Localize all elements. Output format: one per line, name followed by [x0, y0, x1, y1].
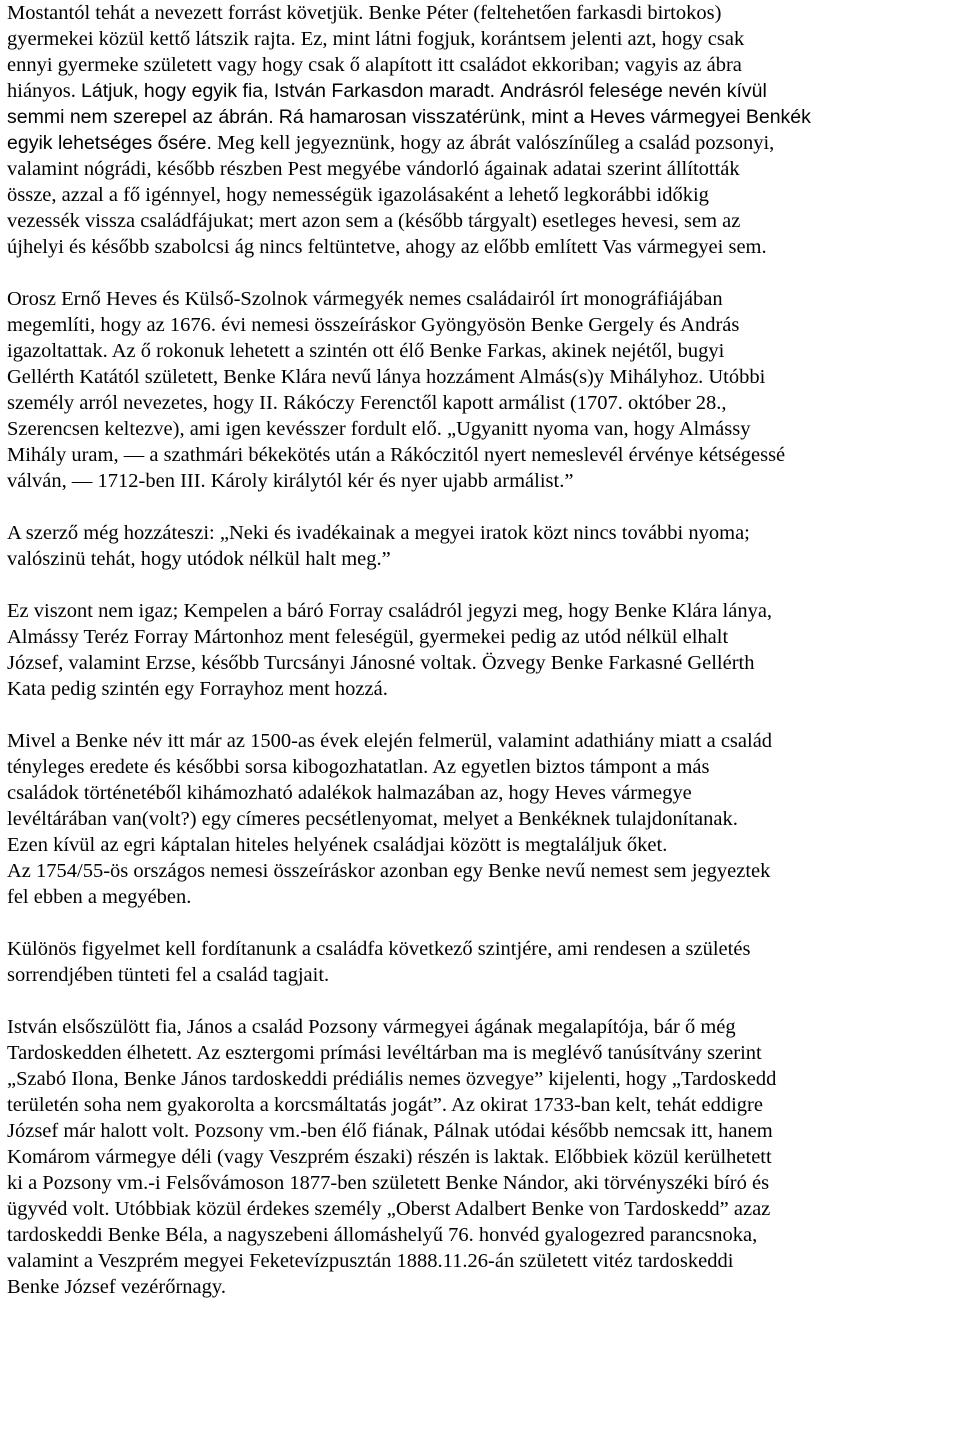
text-run: területén soha nem gyakorolta a korcsmáltatás jogát”. Az okirat 1733-ban kelt, tehát eddigre — [7, 1094, 763, 1116]
text-run: újhelyi és később szabolcsi ág nincs feltüntetve, ahogy az előbb említett Vas vármegyei sem. — [7, 236, 767, 258]
text-run: Az 1754/55-ös országos nemesi összeíráskor azonban egy Benke nevű nemest sem jegyeztek — [7, 860, 771, 882]
text-line — [7, 52, 957, 78]
text-line — [7, 1144, 957, 1170]
text-run: Ez viszont nem igaz; Kempelen a báró Forray családról jegyzi meg, hogy Benke Klára lánya, — [7, 600, 773, 622]
text-run: ügyvéd volt. Utóbbiak közül érdekes személy „Oberst Adalbert Benke von Tardoskedd” azaz — [7, 1198, 771, 1220]
text-run: Komárom vármegye déli (vagy Veszprém északi) részén is laktak. Előbbiek közül kerülhetett — [7, 1146, 772, 1168]
text-line — [7, 832, 957, 858]
text-run: Mostantól tehát a nevezett forrást követjük. Benke Péter (feltehetően farkasdi birtokos) — [7, 2, 722, 24]
text-line — [7, 208, 957, 234]
text-line — [7, 520, 957, 546]
text-run: Látjuk, hogy egyik fia, István Farkasdon maradt. — [81, 80, 496, 102]
text-run: össze, azzal a fő igénnyel, hogy nemességük igazolásaként a lehető legkorábbi időkig — [7, 184, 709, 206]
paragraph — [7, 598, 957, 702]
text-line — [7, 1014, 957, 1040]
text-line — [7, 1274, 957, 1300]
document-page — [7, 0, 957, 1300]
text-run: Benke József vezérőrnagy. — [7, 1276, 226, 1298]
text-run: valamint a Veszprém megyei Feketevízpusztán 1888.11.26-án született vitéz tardoskeddi — [7, 1250, 734, 1272]
text-run: személy arról nevezetes, hogy II. Rákóczy Ferenctől kapott armálist (1707. október 28., — [7, 392, 727, 414]
text-run: ennyi gyermeke született vagy hogy csak ő alapított itt családot ekkoriban; vagyis az ábra — [7, 54, 742, 76]
text-line — [7, 1248, 957, 1274]
text-line — [7, 156, 957, 182]
text-line — [7, 104, 957, 130]
text-run: Almássy Teréz Forray Mártonhoz ment feleségül, gyermekei pedig az utód nélkül elhalt — [7, 626, 729, 648]
text-run: A szerző még hozzáteszi: „Neki és ivadékainak a megyei iratok közt nincs további nyoma; — [7, 522, 750, 544]
text-line — [7, 624, 957, 650]
text-line — [7, 364, 957, 390]
text-run: semmi nem szerepel az ábrán. — [7, 106, 274, 128]
text-run: Ezen kívül az egri káptalan hiteles helyének családjai között is megtaláljuk őket. — [7, 834, 668, 856]
text-run: igazoltattak. Az ő rokonuk lehetett a szintén ott élő Benke Farkas, akinek nejétől, bugyi — [7, 340, 725, 362]
text-line — [7, 26, 957, 52]
text-run: hiányos. — [7, 80, 82, 102]
text-line — [7, 780, 957, 806]
text-line — [7, 130, 957, 156]
paragraph — [7, 728, 957, 858]
paragraph — [7, 286, 957, 494]
text-line — [7, 1222, 957, 1248]
text-line — [7, 858, 957, 884]
text-run: József már halott volt. Pozsony vm.-ben élő fiának, Pálnak utódai később nemcsak itt, hanem — [7, 1120, 773, 1142]
text-run: megemlíti, hogy az 1676. évi nemesi összeíráskor Gyöngyösön Benke Gergely és András — [7, 314, 740, 336]
text-line — [7, 1092, 957, 1118]
paragraph — [7, 0, 957, 260]
paragraph — [7, 936, 957, 988]
text-line — [7, 884, 957, 910]
text-run: válván, ― 1712-ben III. Károly királytól kér és nyer ujabb armálist.” — [7, 470, 574, 492]
text-run: valószinü tehát, hogy utódok nélkül halt meg.” — [7, 548, 391, 570]
text-run: Orosz Ernő Heves és Külső-Szolnok vármegyék nemes családairól írt monográfiájában — [7, 288, 723, 310]
text-line — [7, 754, 957, 780]
text-line — [7, 676, 957, 702]
text-line — [7, 390, 957, 416]
text-line — [7, 936, 957, 962]
text-run: Különös figyelmet kell fordítanunk a családfa következő szintjére, ami rendesen a születés — [7, 938, 751, 960]
text-run: ki a Pozsony vm.-i Felsővámoson 1877-ben született Benke Nándor, aki törvényszéki bíró és — [7, 1172, 770, 1194]
text-run: Rá hamarosan visszatérünk, mint a Heves vármegyei Benkék — [278, 106, 811, 128]
text-line — [7, 728, 957, 754]
text-run: gyermekei közül kettő látszik rajta. Ez, mint látni fogjuk, korántsem jelenti azt, hogy csak — [7, 28, 745, 50]
text-run: vezessék vissza családfájukat; mert azon sem a (később tárgyalt) esetleges hevesi, sem az — [7, 210, 741, 232]
text-run: István elsőszülött fia, János a család Pozsony vármegyei ágának megalapítója, bár ő még — [7, 1016, 736, 1038]
text-line — [7, 312, 957, 338]
text-run: tardoskeddi Benke Béla, a nagyszebeni állomáshelyű 76. honvéd gyalogezred parancsnoka, — [7, 1224, 758, 1246]
text-line — [7, 806, 957, 832]
text-line — [7, 0, 957, 26]
text-line — [7, 1066, 957, 1092]
text-line — [7, 182, 957, 208]
text-line — [7, 286, 957, 312]
text-line — [7, 468, 957, 494]
text-line — [7, 442, 957, 468]
text-line — [7, 338, 957, 364]
text-line — [7, 1196, 957, 1222]
text-run: Gellérth Katától született, Benke Klára nevű lánya hozzáment Almás(s)y Mihályhoz. Utóbbi — [7, 366, 766, 388]
text-run: családok történetéből kihámozható adalékok halmazában az, hogy Heves vármegye — [7, 782, 692, 804]
paragraph — [7, 858, 957, 910]
text-line — [7, 1040, 957, 1066]
text-line — [7, 546, 957, 572]
text-run: valamint nógrádi, később részben Pest megyébe vándorló ágainak adatai szerint állították — [7, 158, 740, 180]
text-run: József, valamint Erzse, később Turcsányi Jánosné voltak. Özvegy Benke Farkasné Gellérth — [7, 652, 755, 674]
text-run: Mivel a Benke név itt már az 1500-as évek elején felmerül, valamint adathiány miatt a család — [7, 730, 773, 752]
text-line — [7, 1118, 957, 1144]
text-run: Szerencsen keltezve), ami igen kevésszer fordult elő. „Ugyanitt nyoma van, hogy Almássy — [7, 418, 751, 440]
text-run: levéltárában van(volt?) egy címeres pecsétlenyomat, melyet a Benkéknek tulajdonítanak. — [7, 808, 738, 830]
text-line — [7, 78, 957, 104]
paragraph — [7, 1014, 957, 1300]
text-run: Meg kell jegyeznünk, hogy az ábrát valószínűleg a család pozsonyi, — [211, 132, 775, 154]
text-line — [7, 1170, 957, 1196]
paragraph — [7, 520, 957, 572]
text-run: fel ebben a megyében. — [7, 886, 192, 908]
text-line — [7, 650, 957, 676]
text-run: Tardoskedden élhetett. Az esztergomi prímási levéltárban ma is meglévő tanúsítvány szerint — [7, 1042, 762, 1064]
text-line — [7, 234, 957, 260]
text-run: egyik lehetséges ősére. — [7, 132, 212, 154]
text-run: tényleges eredete és későbbi sorsa kibogozhatatlan. Az egyetlen biztos támpont a más — [7, 756, 710, 778]
text-run: Kata pedig szintén egy Forrayhoz ment hozzá. — [7, 678, 388, 700]
text-line — [7, 416, 957, 442]
text-line — [7, 962, 957, 988]
text-run: sorrendjében tünteti fel a család tagjait. — [7, 964, 330, 986]
text-line — [7, 598, 957, 624]
text-run: „Szabó Ilona, Benke János tardoskeddi prédiális nemes özvegye” kijelenti, hogy „Tardoskedd — [7, 1068, 777, 1090]
text-run: Andrásról felesége nevén kívül — [500, 80, 767, 102]
text-run: Mihály uram, ― a szathmári békekötés után a Rákóczitól nyert nemeslevél érvénye kétségessé — [7, 444, 786, 466]
